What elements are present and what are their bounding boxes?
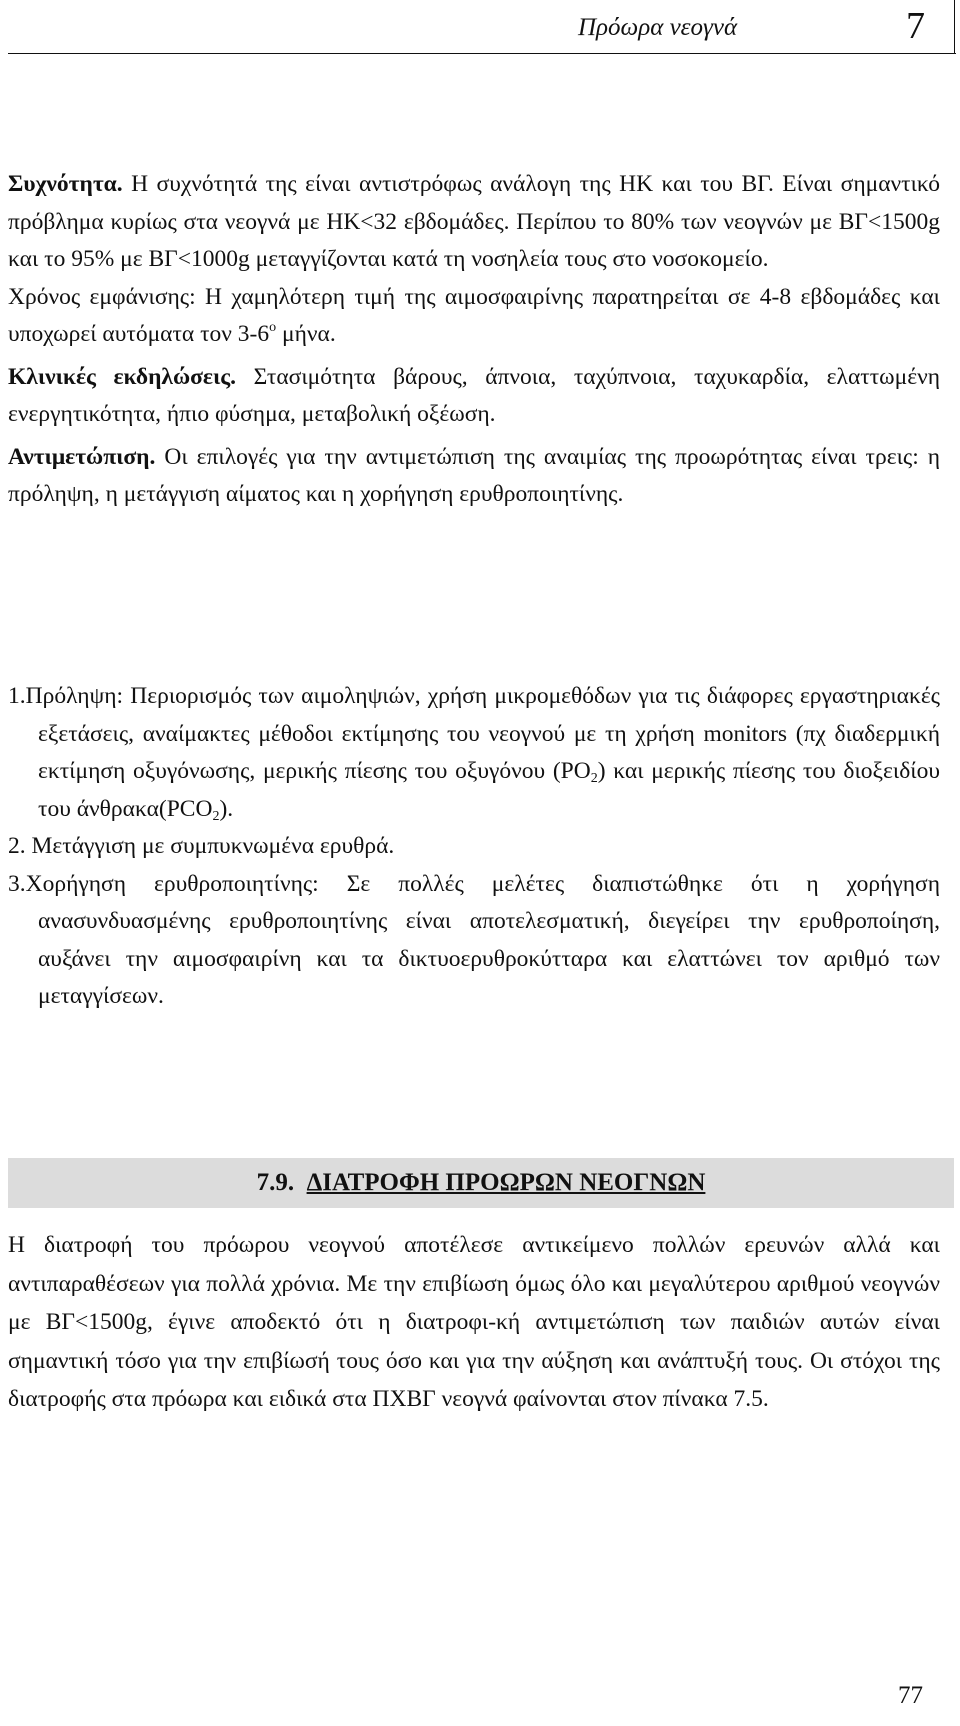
prevention-text-2: ) και μερικής πίεσης του διοξειδίου του άνθρακα(PCO	[38, 758, 940, 822]
onset-text-end: μήνα.	[276, 321, 336, 347]
po2-subscript: 2	[590, 771, 598, 786]
list-item-prevention	[8, 678, 940, 828]
treatment-list	[8, 678, 940, 1016]
frequency-text: Η συχνότητά της είναι αντιστρόφως ανάλογη της ΗΚ και του ΒΓ. Είναι σημαντικό πρόβλημα κυρίως στα νεογνά με ΗΚ<32 εβδομάδες. Περίπου το 80% των νεογνών με ΒΓ<1500g και το 95% με ΒΓ<1000g μεταγγίζονται κατά τη νοσηλεία τους στο νοσοκομείο.	[8, 171, 940, 272]
header-vertical-rule	[954, 0, 955, 54]
prevention-text: 1.Πρόληψη: Περιορισμός των αιμοληψιών, χρήση μικρομεθόδων για τις διάφορες εργαστηριακές εξετάσεις, αναίμακτες μέθοδοι εκτίμησης του νεογνού με τη χρήση monitors (πχ διαδερμική εκτίμηση οξυγόνωσης, μερικής πίεσης του οξυγόνου (PO	[8, 683, 940, 784]
body-text-upper	[8, 166, 940, 514]
running-title: Πρόωρα νεογνά	[578, 14, 738, 41]
section-heading-bar	[8, 1158, 954, 1208]
nutrition-paragraph: Η διατροφή του πρόωρου νεογνού αποτέλεσε αντικείμενο πολλών ερευνών αλλά και αντιπαραθέσεων για πολλά χρόνια. Με την επιβίωση όμως όλο και μεγαλύτερου αριθμού νεογνών με ΒΓ<1500g, έγινε αποδεκτό ότι η διατροφι-κή αντιμετώπιση των παιδιών αυτών είναι σημαντική τόσο για την επιβίωσή τους όσο και για την αύξηση και ανάπτυξή τους. Οι στόχοι της διατροφής στα πρόωρα και ειδικά στα ΠΧΒΓ νεογνά φαίνονται στον πίνακα 7.5.	[8, 1232, 940, 1412]
pco2-subscript: 2	[212, 808, 220, 824]
list-item-transfusion: 2. Μετάγγιση με συμπυκνωμένα ερυθρά.	[8, 833, 395, 859]
onset-paragraph	[8, 279, 940, 354]
section-number: 7.9.	[256, 1169, 295, 1196]
frequency-paragraph	[8, 166, 940, 279]
section-heading	[8, 1158, 954, 1208]
onset-text: Χρόνος εμφάνισης: Η χαμηλότερη τιμή της αιμοσφαιρίνης παρατηρείται σε 4-8 εβδομάδες και υποχωρεί αυτόματα τον 3-6	[8, 283, 940, 347]
list-item-erythropoietin: 3.Χορήγηση ερυθροποιητίνης: Σε πολλές μελέτες διαπιστώθηκε ότι η χορήγηση ανασυνδυασμένης ερυθροποιητίνης είναι αποτελεσματική, διεγείρει την ερυθροποίηση, αυξάνει την αιμοσφαιρίνη και τα δικτυοερυθροκύτταρα και ελαττώνει τον αριθμό των μεταγγίσεων.	[8, 870, 940, 1009]
prevention-text-3: ).	[219, 795, 234, 822]
treatment-paragraph	[8, 439, 940, 514]
clinical-paragraph	[8, 359, 940, 434]
body-text-nutrition	[8, 1226, 940, 1419]
section-title: ΔΙΑΤΡΟΦΗ ΠΡΟΩΡΩΝ ΝΕΟΓΝΩΝ	[306, 1169, 706, 1196]
header-rule	[8, 53, 956, 54]
onset-superscript: ο	[269, 320, 277, 335]
treatment-label: Αντιμετώπιση.	[8, 443, 156, 470]
clinical-text: Στασιμότητα βάρους, άπνοια, ταχύπνοια, ταχυκαρδία, ελαττωμένη ενεργητικότητα, ήπιο φύσημα, μεταβολική οξέωση.	[8, 363, 940, 427]
page-number: 77	[898, 1682, 923, 1709]
treatment-text: Οι επιλογές για την αντιμετώπιση της αναιμίας της προωρότητας είναι τρεις: η πρόληψη, η μετάγγιση αίματος και η χορήγηση ερυθροποιητίνης.	[8, 443, 940, 507]
chapter-number: 7	[906, 5, 925, 47]
clinical-label: Κλινικές εκδηλώσεις.	[8, 363, 237, 390]
frequency-label: Συχνότητα.	[8, 171, 123, 197]
